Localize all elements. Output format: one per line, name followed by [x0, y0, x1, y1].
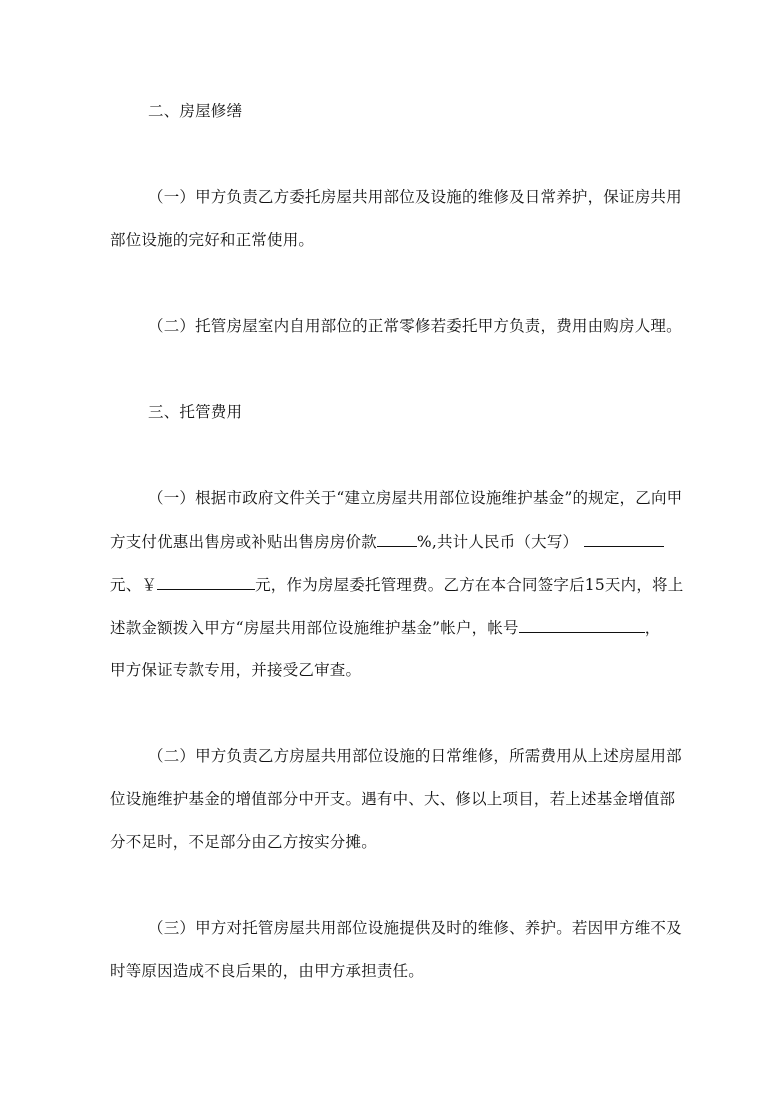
- section-2-paragraph-1-line-1: （一）甲方负责乙方委托房屋共用部位及设施的维修及日常养护，保证房共用: [148, 188, 682, 206]
- section-2-heading: 二、房屋修缮: [148, 102, 243, 120]
- section-3-paragraph-1-line-3: [110, 574, 683, 595]
- section-3-paragraph-3-line-2: 时等原因造成不良后果的，由甲方承担责任。: [110, 962, 425, 980]
- section-3-heading: 三、托管费用: [148, 403, 243, 421]
- account-number-blank: [519, 617, 645, 633]
- line-4-text-b: ，: [644, 619, 661, 637]
- amount-in-words-blank: [584, 531, 664, 547]
- section-2-paragraph-2-line-1: （二）托管房屋室内自用部位的正常零修若委托甲方负责，费用由购房人理。: [148, 317, 682, 335]
- line-3-text-a: 元、￥: [110, 576, 158, 594]
- section-3-paragraph-1-line-1: （一）根据市政府文件关于“建立房屋共用部位设施维护基金”的规定，乙向甲: [148, 489, 683, 507]
- section-3-paragraph-2-line-3: 分不足时，不足部分由乙方按实分摊。: [110, 833, 377, 851]
- amount-in-figures-blank: [157, 574, 255, 590]
- section-3-paragraph-1-line-4: [110, 617, 660, 638]
- line-3-text-b: 元，作为房屋委托管理费。乙方在本合同签字后15天内，将上: [255, 576, 684, 594]
- section-3-paragraph-1-line-5: 甲方保证专款专用，并接受乙审查。: [110, 661, 362, 679]
- section-3-paragraph-3-line-1: （三）甲方对托管房屋共用部位设施提供及时的维修、养护。若因甲方维不及: [148, 919, 682, 937]
- percentage-blank: [377, 531, 417, 547]
- line-2-text-b: %,共计人民币（大写）: [416, 533, 579, 551]
- section-3-paragraph-2-line-2: 位设施维护基金的增值部分中开支。遇有中、大、修以上项目，若上述基金增值部: [110, 790, 676, 808]
- section-2-paragraph-1-line-2: 部位设施的完好和正常使用。: [110, 231, 315, 249]
- section-3-paragraph-2-line-1: （二）甲方负责乙方房屋共用部位设施的日常维修，所需费用从上述房屋用部: [148, 747, 682, 765]
- section-3-paragraph-1-line-2: [110, 531, 664, 552]
- line-4-text-a: 述款金额拨入甲方“房屋共用部位设施维护基金”帐户，帐号: [110, 619, 519, 637]
- line-2-text-a: 方支付优惠出售房或补贴出售房房价款: [110, 533, 377, 551]
